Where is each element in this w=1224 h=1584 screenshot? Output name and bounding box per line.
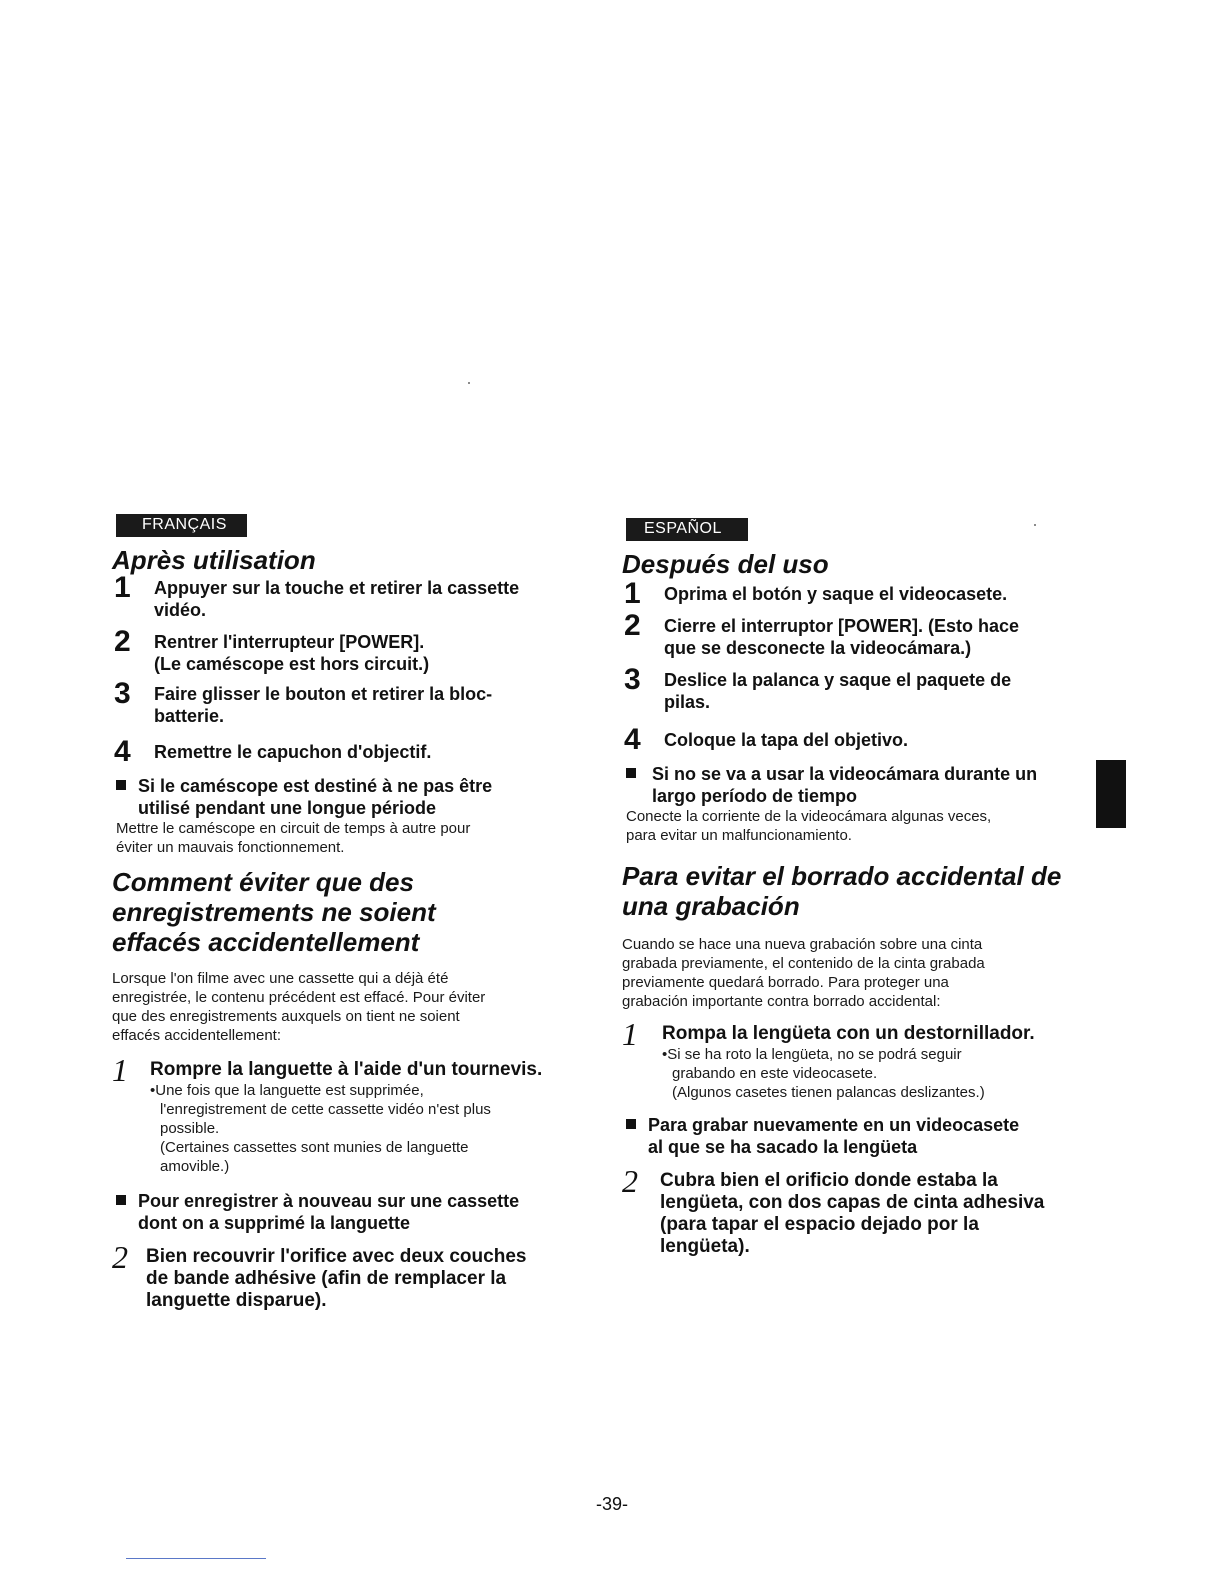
tab-step-1-details	[112, 1081, 552, 1176]
intro-paragraph	[112, 969, 552, 1045]
note-heading-line: Para grabar nuevamente en un videocasete	[648, 1115, 1020, 1135]
section-title-prevent-erasure	[112, 867, 552, 957]
step-number: 1	[114, 571, 131, 604]
tab-step-1-details	[622, 1045, 1062, 1102]
step-number: 3	[114, 677, 131, 710]
step-2	[112, 625, 552, 675]
detail-line: l'enregistrement de cette cassette vidéo n'est plus	[160, 1101, 491, 1118]
step-4	[622, 723, 1062, 756]
step-text-line: Bien recouvrir l'orifice avec deux couches	[146, 1246, 527, 1267]
edge-index-tab	[1096, 760, 1126, 828]
note-long-storage	[112, 775, 552, 819]
section-title-after-use: Después del uso	[622, 549, 829, 579]
step-number: 1	[112, 1052, 128, 1088]
note-body	[622, 807, 1062, 845]
step-text-line: Rentrer l'interrupteur [POWER].	[154, 632, 425, 652]
page-number: -39-	[595, 1494, 628, 1514]
step-text-line: Coloque la tapa del objetivo.	[664, 730, 909, 750]
step-text-line: que se desconecte la videocámara.)	[664, 638, 972, 658]
square-bullet-icon	[116, 780, 126, 790]
step-number: 2	[622, 1163, 638, 1199]
step-number: 2	[114, 625, 131, 658]
detail-line: •Une fois que la languette est supprimée,	[150, 1082, 424, 1099]
step-number: 3	[624, 663, 641, 696]
step-3	[112, 677, 552, 727]
step-4	[112, 735, 552, 768]
intro-line: effacés accidentellement:	[112, 1027, 281, 1044]
step-1	[622, 577, 1062, 610]
title-line: effacés accidentellement	[112, 927, 420, 957]
detail-line: grabando en este videocasete.	[672, 1065, 878, 1082]
note-heading-line: Pour enregistrer à nouveau sur une cassette	[138, 1191, 520, 1211]
intro-line: que des enregistrements auxquels on tient ne soient	[112, 1008, 460, 1025]
note-body-line: Conecte la corriente de la videocámara algunas veces,	[626, 808, 992, 825]
step-text-line: pilas.	[664, 692, 711, 712]
section-title-after-use: Après utilisation	[112, 545, 316, 575]
step-text-line: (Le caméscope est hors circuit.)	[154, 654, 430, 674]
intro-line: Cuando se hace una nueva grabación sobre una cinta	[622, 936, 983, 953]
note-body-line: Mettre le caméscope en circuit de temps à autre pour	[116, 820, 471, 837]
detail-line: (Certaines cassettes sont munies de languette	[160, 1139, 469, 1156]
french-column	[112, 514, 552, 1312]
step-number: 1	[624, 577, 641, 610]
language-badge-spanish: ESPAÑOL	[626, 518, 748, 541]
step-1	[112, 571, 552, 621]
tab-step-1	[112, 1052, 552, 1088]
step-text-line: lengüeta, con dos capas de cinta adhesiva	[660, 1192, 1045, 1213]
note-heading-line: utilisé pendant une longue période	[138, 798, 437, 818]
step-number: 4	[114, 735, 131, 768]
intro-line: Lorsque l'on filme avec une cassette qui a déjà été	[112, 970, 449, 987]
title-line: Para evitar el borrado accidental de	[622, 861, 1062, 891]
scan-speck	[1034, 524, 1036, 526]
spanish-column	[622, 518, 1062, 1258]
step-text-line: vidéo.	[154, 600, 207, 620]
step-text-line: Cubra bien el orificio donde estaba la	[660, 1170, 998, 1191]
step-text-line: (para tapar el espacio dejado por la	[660, 1214, 979, 1235]
section-title-prevent-erasure	[622, 861, 1062, 921]
square-bullet-icon	[116, 1195, 126, 1205]
note-body	[112, 819, 552, 857]
title-line: enregistrements ne soient	[112, 897, 436, 927]
step-text-line: lengüeta).	[660, 1236, 750, 1257]
step-text-line: batterie.	[154, 706, 225, 726]
note-heading-line: dont on a supprimé la languette	[138, 1213, 411, 1233]
intro-line: grabada previamente, el contenido de la cinta grabada	[622, 955, 985, 972]
note-heading-line: Si no se va a usar la videocámara durante un	[652, 764, 1038, 784]
intro-paragraph	[622, 935, 1062, 1011]
language-badge-french: FRANÇAIS	[116, 514, 247, 537]
step-text-line: Rompre la languette à l'aide d'un tournevis.	[150, 1059, 543, 1080]
note-heading-line: largo período de tiempo	[652, 786, 858, 806]
square-bullet-icon	[626, 768, 636, 778]
step-text-line: Faire glisser le bouton et retirer la bloc-	[154, 684, 493, 704]
scan-speck	[468, 382, 470, 384]
intro-line: enregistrée, le contenu précédent est effacé. Pour éviter	[112, 989, 486, 1006]
step-3	[622, 663, 1062, 713]
note-heading-line: al que se ha sacado la lengüeta	[648, 1137, 918, 1157]
step-number: 2	[624, 609, 641, 642]
step-text-line: Remettre le capuchon d'objectif.	[154, 742, 432, 762]
detail-line: possible.	[160, 1120, 220, 1137]
detail-line: •Si se ha roto la lengüeta, no se podrá seguir	[662, 1046, 962, 1063]
step-number: 1	[622, 1016, 638, 1052]
step-text-line: Deslice la palanca y saque el paquete de	[664, 670, 1012, 690]
tab-step-2	[112, 1239, 552, 1312]
note-heading-line: Si le caméscope est destiné à ne pas être	[138, 776, 493, 796]
square-bullet-icon	[626, 1119, 636, 1129]
title-line: Comment éviter que des	[112, 867, 414, 897]
detail-line: amovible.)	[160, 1158, 230, 1175]
tab-step-2	[622, 1163, 1062, 1258]
intro-line: grabación importante contra borrado accidental:	[622, 993, 941, 1010]
note-rerecord	[112, 1190, 552, 1234]
step-text-line: Cierre el interruptor [POWER]. (Esto hace	[664, 616, 1020, 636]
step-number: 4	[624, 723, 641, 756]
tab-step-1	[622, 1016, 1062, 1052]
step-2	[622, 609, 1062, 659]
step-text-line: Oprima el botón y saque el videocasete.	[664, 584, 1008, 604]
note-rerecord	[622, 1114, 1062, 1158]
step-text-line: languette disparue).	[146, 1290, 327, 1311]
detail-line: (Algunos casetes tienen palancas deslizantes.)	[672, 1084, 985, 1101]
note-body-line: para evitar un malfuncionamiento.	[626, 827, 852, 844]
title-line: una grabación	[622, 891, 800, 921]
note-long-storage	[622, 763, 1062, 807]
bottom-rule	[126, 1558, 266, 1559]
note-body-line: éviter un mauvais fonctionnement.	[116, 839, 345, 856]
intro-line: previamente quedará borrado. Para proteger una	[622, 974, 949, 991]
step-text-line: Rompa la lengüeta con un destornillador.	[662, 1023, 1035, 1044]
step-text-line: Appuyer sur la touche et retirer la cassette	[154, 578, 520, 598]
step-number: 2	[112, 1239, 128, 1275]
step-text-line: de bande adhésive (afin de remplacer la	[146, 1268, 507, 1289]
